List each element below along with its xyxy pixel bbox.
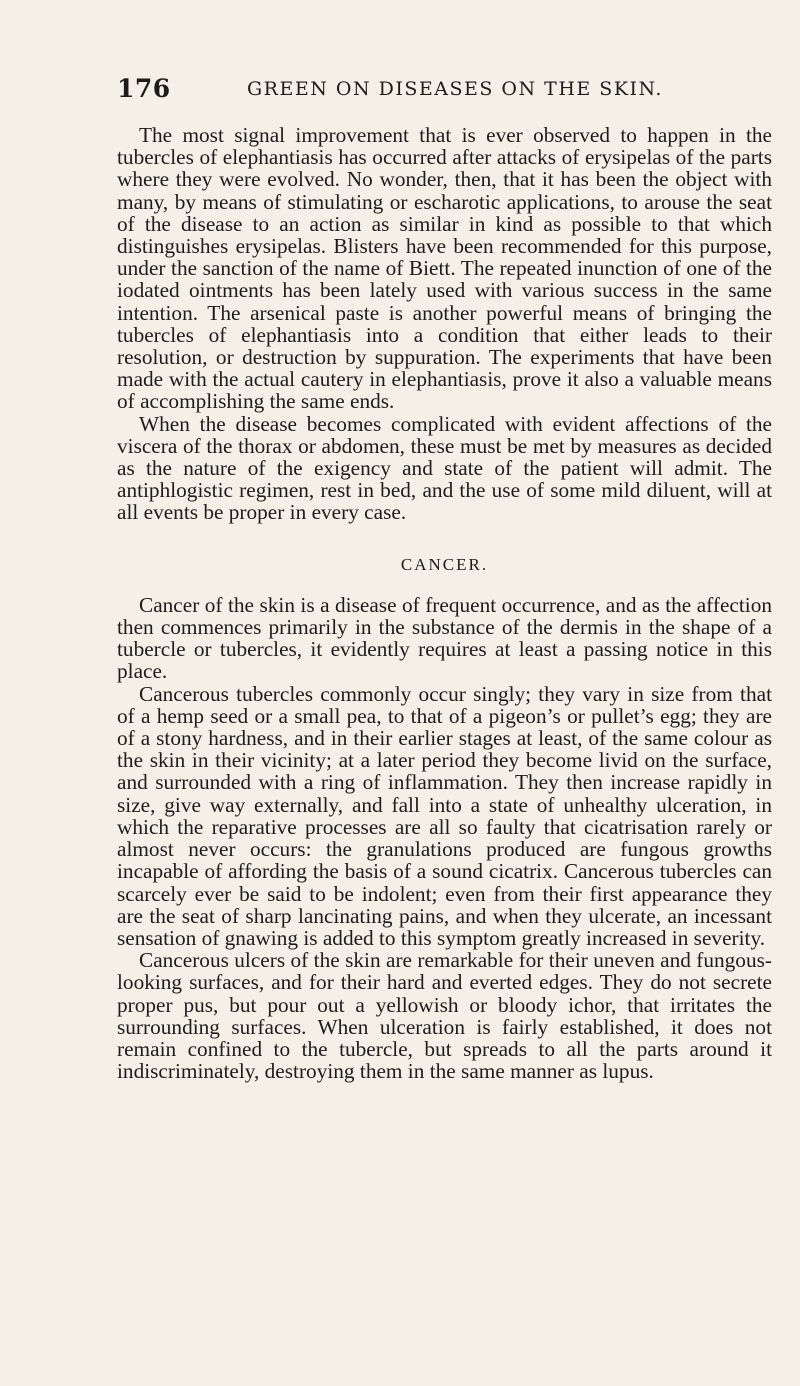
page-number: 176 xyxy=(117,74,171,103)
running-title: GREEN ON DISEASES ON THE SKIN. xyxy=(247,78,663,100)
paragraph: When the disease becomes complicated with evident affections of the viscera of the thorax or abdomen, these must be met by measures as decided as the nature of the exigency and state of the patient will admit. The antiphlogistic regimen, rest in bed, and the use of some mild diluent, will at all events be proper in every case. xyxy=(117,411,772,525)
body-text xyxy=(117,124,772,1082)
page-header xyxy=(117,74,737,104)
paragraph: Cancerous tubercles commonly occur singly; they vary in size from that of a hemp seed or a small pea, to that of a pigeon’s or pullet’s egg; they are of a stony hardness, and in their earlier stages at least, of the same colour as the skin in their vicinity; at a later period they become livid on the surface, and surrounded with a ring of inflammation. They then increase rapidly in size, give way externally, and fall into a state of unhealthy ulceration, in which the reparative processes are all so faulty that cicatrisation rarely or almost never occurs: the granulations produced are fungous growths incapable of affording the basis of a sound cicatrix. Cancerous tubercles can scarcely ever be said to be indolent; even from their first appearance they are the seat of sharp lancinating pains, and when they ulcerate, an incessant sensation of gnawing is added to this symptom greatly increased in severity. xyxy=(117,681,772,950)
paragraph: The most signal improvement that is ever observed to happen in the tubercles of elephantiasis has occurred after attacks of erysipelas of the parts where they were evolved. No wonder, then, that it has been the object with many, by means of stimulating or escharotic applications, to arouse the seat of the disease to an action as similar in kind as possible to that which distinguishes erysipelas. Blisters have been recommended for this purpose, under the sanction of the name of Biett. The repeated inunction of one of the iodated ointments has been lately used with various success in the same intention. The arsenical paste is another powerful means of bringing the tubercles of elephantiasis into a condition that either leads to their resolution, or destruction by suppuration. The experiments that have been made with the actual cautery in elephantiasis, prove it also a valuable means of accomplishing the same ends. xyxy=(117,123,772,414)
paragraph: Cancerous ulcers of the skin are remarkable for their uneven and fungous-looking surfaces, and for their hard and everted edges. They do not secrete proper pus, but pour out a yellowish or bloody ichor, that irritates the surrounding surfaces. When ulceration is fairly established, it does not remain confined to the tubercle, but spreads to all the parts around it indiscriminately, destroying them in the same manner as lupus. xyxy=(117,948,772,1084)
section-heading: CANCER. xyxy=(400,554,489,574)
paragraph: Cancer of the skin is a disease of frequent occurrence, and as the affection then commences primarily in the substance of the dermis in the shape of a tubercle or tubercles, it evidently requires at least a passing notice in this place. xyxy=(117,592,772,684)
